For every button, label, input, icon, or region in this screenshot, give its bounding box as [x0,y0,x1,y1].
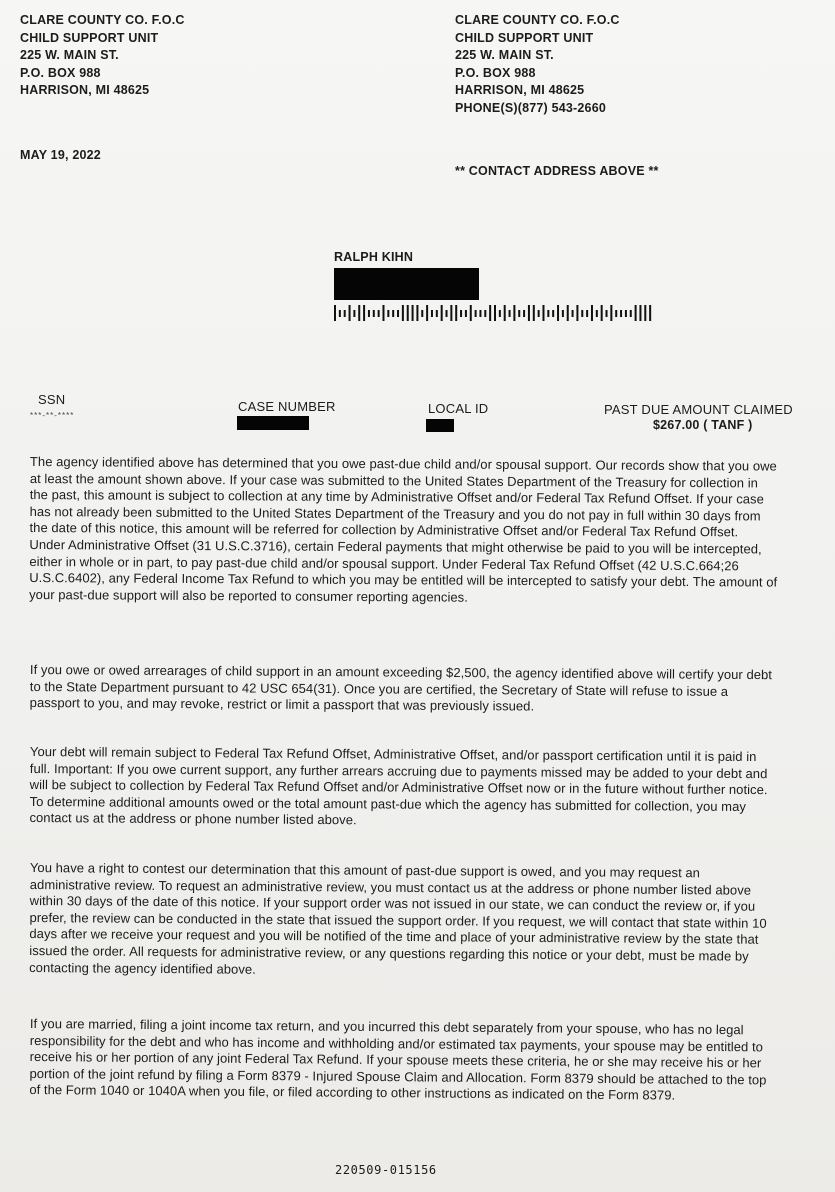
contact-note: ** CONTACT ADDRESS ABOVE ** [455,164,659,178]
paragraph-passport: If you owe or owed arrearages of child support in an amount exceeding $2,500, the agency identified above will certify your debt to the State Department pursuant to 42 USC 654(31). Once you are certified, the Secretary of State will refuse to issue a passport to you, and may revoke, restrict or limit a passport that was previously issued. [29,662,773,714]
barcode-bar [373,310,375,317]
barcode-bar [436,310,438,317]
ssn-label: SSN [38,392,66,407]
barcode-bar [344,310,346,317]
barcode-bar [479,310,481,317]
sender-left-line4: P.O. BOX 988 [20,65,101,80]
barcode-bar [606,310,608,317]
recipient-name: RALPH KIHN [334,250,414,264]
paragraph-right-to-contest: You have a right to contest our determination that this amount of past-due support is owed, and you may request an administrative review. To request an administrative review, you must contact us at the address or phone number listed above within 30 days of the date of this notice. If your support order was not issued in our state, we can conduct the review or, if you prefer, the review can be conducted in the state that issued the support order. If you request, we will contact that state within 10 days after we receive your request and you will be notified of the time and place of your administrative review by the state that issued the order. All requests for administrative review, or any questions regarding this notice or your debt, must be made by contacting the agency identified above. [29,860,767,977]
barcode-bar [557,305,559,321]
barcode-bar [499,310,501,317]
paragraph-injured-spouse: If you are married, filing a joint income tax return, and you incurred this debt separately from your spouse, who has no legal responsibility for the debt and who has income and withholding and/or estimated tax payments, your spouse may be entitled to receive his or her portion of any joint Federal Tax Refund. If your spouse meets these criteria, he or she may receive his or her portion of the joint refund by filing a Form 8379 - Injured Spouse Claim and Allocation. Form 8379 should be attached to the top of the Form 1040 or 1040A when you file, or filed according to other instructions as indicated on the Form 8379. [29,1016,767,1104]
barcode-bar [455,305,457,321]
barcode-bar [591,305,593,321]
past-due-label: PAST DUE AMOUNT CLAIMED [604,402,793,417]
barcode-bar [538,310,540,317]
barcode-bar [572,310,574,317]
barcode-bar [509,310,511,317]
case-number-label: CASE NUMBER [238,399,336,414]
footer-document-code: 220509-015156 [335,1163,437,1177]
sender-right-line1: CLARE COUNTY CO. F.O.C [455,13,620,27]
paragraph-offset-notice: The agency identified above has determined that you owe past-due child and/or spousal support. Our records show that you owe at least the amount shown above. If your case was submitted to the United States Department of the Treasury for collection in the past, this amount is subject to collection at any time by Administrative Offset and/or Federal Tax Refund Offset. If your case has not already been submitted to the United States Department of the Treasury and you do not pay in full within 30 days from the date of this notice, this amount will be referred for collection by Administrative Offset and/or Federal Tax Refund Offset. Under Administrative Offset (31 U.S.C.3716), certain Federal payments that might otherwise be paid to you will be intercepted, either in whole or in part, to pay past-due child and/or spousal support. Under Federal Tax Refund Offset (42 U.S.C.664;26 U.S.C.6402), any Federal Income Tax Refund to which you may be entitled will be intercepted to satisfy your debt. The amount of your past-due support will also be reported to consumer reporting agencies. [29,454,778,605]
barcode-bar [601,305,603,321]
barcode-bar [353,310,355,317]
barcode-bar [382,305,384,321]
barcode-bar [625,310,627,317]
ssn-value: ***-**-**** [30,411,75,420]
sender-right-line4: P.O. BOX 988 [455,65,536,80]
barcode-bar [649,305,651,321]
paragraph-debt-remains: Your debt will remain subject to Federal Tax Refund Offset, Administrative Offset, and/or passport certification until it is paid in full. Important: If you owe current support, any further arrears accruing due to payments missed may be added to your debt and will be subject to collection by Federal Tax Refund Offset and/or Administrative Offset now or in the future without further notice. To determine additional amounts owed or the total amount past-due which the agency has submitted for collection, you may contact us at the address or phone number listed above. [29,744,768,828]
redacted-case-number [237,416,309,430]
redacted-recipient-address [334,268,479,300]
barcode-bar [576,305,578,321]
barcode-bar [339,310,341,317]
barcode-bar [567,305,569,321]
barcode-bar [504,305,506,321]
barcode-bar [630,310,632,317]
barcode-bar [615,310,617,317]
barcode-bar [441,305,443,321]
barcode-bar [494,305,496,321]
barcode-bar [581,310,583,317]
barcode-bar [620,310,622,317]
local-id-label: LOCAL ID [428,401,489,416]
sender-left-line2: CHILD SUPPORT UNIT [20,30,159,45]
barcode-bar [387,310,389,317]
barcode-bar [378,310,380,317]
barcode-bar [426,305,428,321]
barcode-bar [586,310,588,317]
barcode-bar [523,310,525,317]
postal-barcode [334,305,654,321]
sender-left-line5: HARRISON, MI 48625 [20,83,150,97]
barcode-bar [412,305,414,321]
sender-address-right [455,12,620,117]
sender-address-left [20,12,185,100]
barcode-bar [334,305,336,321]
barcode-bar [644,305,646,321]
barcode-bar [513,305,515,321]
barcode-bar [639,305,641,321]
past-due-amount: $267.00 ( TANF ) [653,418,753,432]
barcode-bar [475,310,477,317]
barcode-bar [635,305,637,321]
barcode-bar [470,305,472,321]
barcode-bar [450,305,452,321]
sender-right-line5: HARRISON, MI 48625 [455,83,585,97]
barcode-bar [431,310,433,317]
barcode-bar [460,310,462,317]
sender-left-line3: 225 W. MAIN ST. [20,48,119,62]
barcode-bar [533,305,535,321]
barcode-bar [528,305,530,321]
barcode-bar [421,310,423,317]
barcode-bar [402,305,404,321]
barcode-bar [484,310,486,317]
barcode-bar [358,305,360,321]
sender-right-line2: CHILD SUPPORT UNIT [455,30,594,45]
barcode-bar [392,310,394,317]
sender-right-line3: 225 W. MAIN ST. [455,48,554,62]
barcode-bar [547,310,549,317]
barcode-bar [407,305,409,321]
sender-right-phone: PHONE(S)(877) 543-2660 [455,100,606,115]
barcode-bar [562,310,564,317]
barcode-bar [416,305,418,321]
barcode-bar [489,305,491,321]
barcode-bar [596,310,598,317]
sender-left-line1: CLARE COUNTY CO. F.O.C [20,13,185,27]
barcode-bar [465,310,467,317]
barcode-bar [610,305,612,321]
barcode-bar [552,310,554,317]
barcode-bar [349,305,351,321]
notice-date: MAY 19, 2022 [20,148,101,162]
barcode-bar [397,310,399,317]
barcode-bar [446,310,448,317]
barcode-bar [368,310,370,317]
barcode-bar [518,310,520,317]
redacted-local-id [426,419,454,432]
barcode-bar [363,305,365,321]
barcode-bar [542,305,544,321]
